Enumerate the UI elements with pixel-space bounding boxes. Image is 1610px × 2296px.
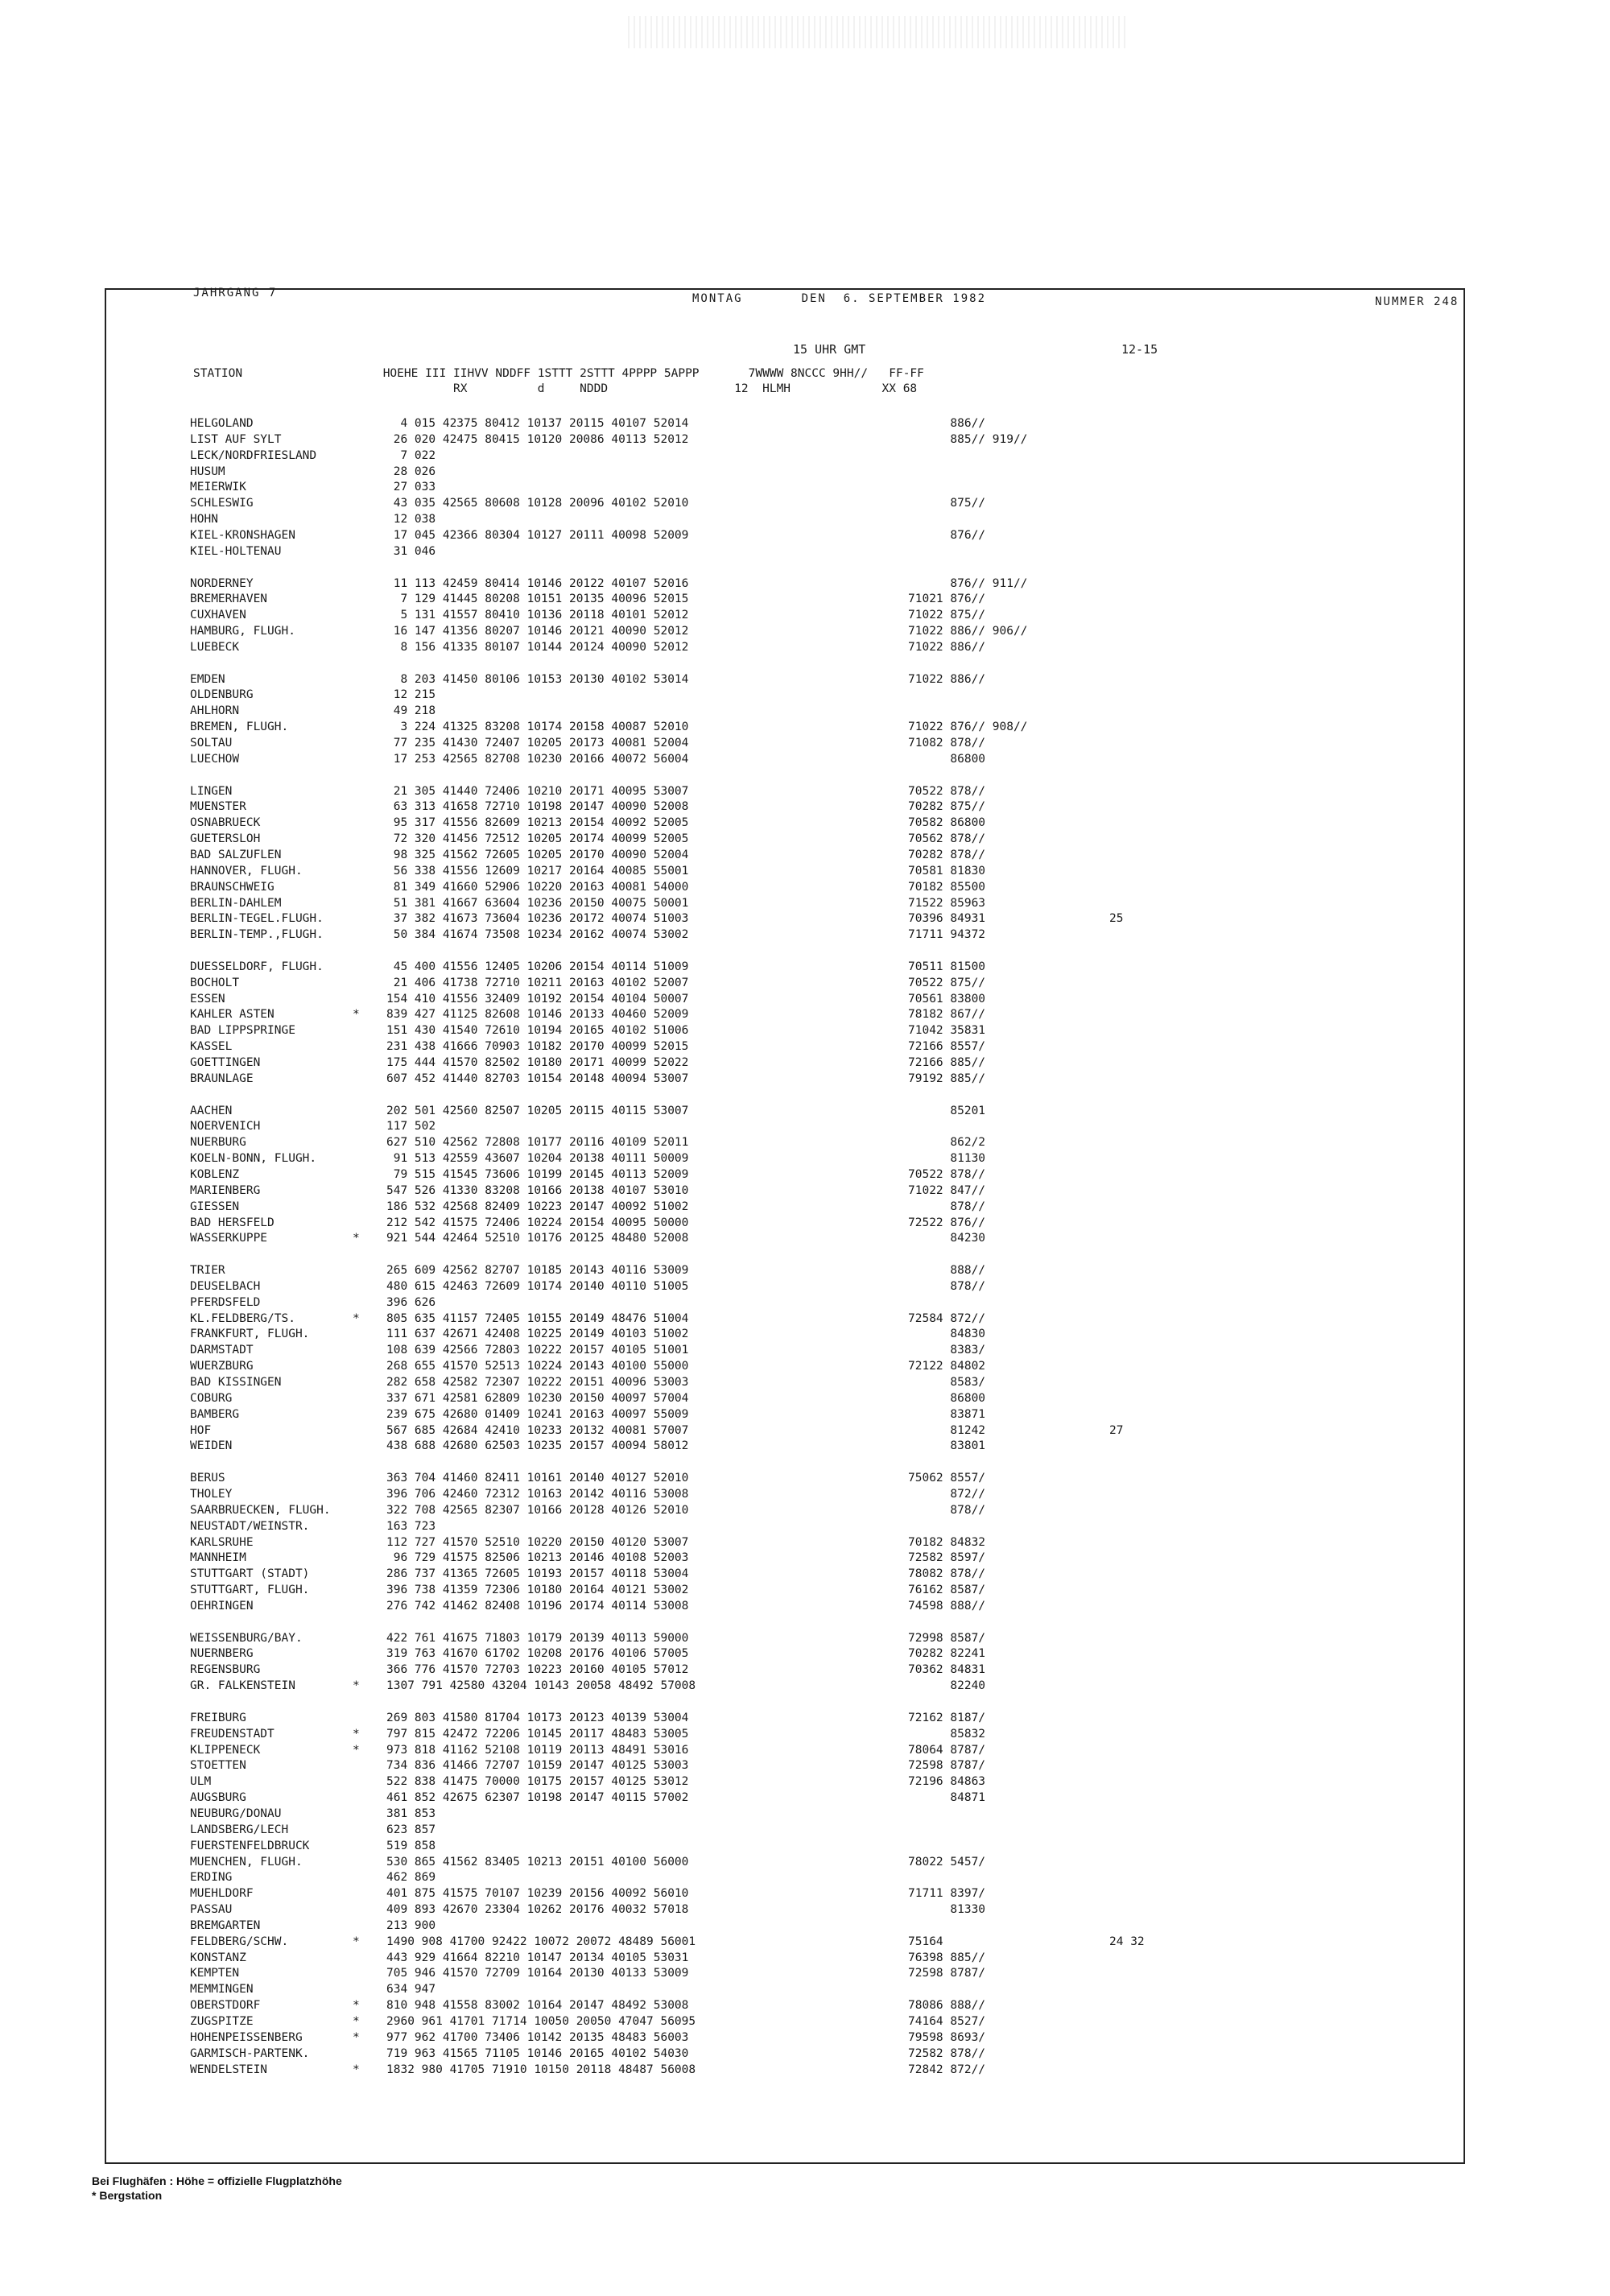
weather-cloud-groups: 74598 888// [908,1599,986,1613]
mountain-station-marker: * [353,1743,360,1757]
observation-groups: 265 609 42562 82707 10185 20143 40116 53009 [386,1264,689,1278]
station-name: BAD HERSFELD [190,1216,275,1229]
station-name: NUERNBERG [190,1647,254,1661]
station-name: KIEL-KRONSHAGEN [190,528,295,542]
station-name: GIESSEN [190,1200,240,1213]
observation-groups: 443 929 41664 82210 10147 20134 40105 53031 [386,1951,689,1964]
station-name: BAD KISSINGEN [190,1376,282,1389]
observation-groups: 268 655 41570 52513 10224 20143 40100 55000 [386,1360,689,1373]
observation-groups: 112 727 41570 52510 10220 20150 40120 53007 [386,1535,689,1549]
station-name: MUEHLDORF [190,1887,254,1901]
observation-groups: 163 723 [386,1519,436,1533]
mountain-station-marker: * [353,1935,360,1948]
weather-cloud-groups: 85201 [908,1104,986,1117]
date-label: MONTAG DEN 6. SEPTEMBER 1982 [692,292,987,305]
observation-groups: 396 738 41359 72306 10180 20164 40121 53002 [386,1584,689,1597]
station-name: LECK/NORDFRIESLAND [190,448,317,462]
station-name: FREUDENSTADT [190,1727,275,1741]
observation-groups: 438 688 42680 62503 10235 20157 40094 58012 [386,1439,689,1453]
station-name: OEHRINGEN [190,1599,254,1613]
station-name: BOCHOLT [190,976,240,989]
observation-groups: 8 156 41335 80107 10144 20124 40090 52012 [386,640,689,654]
weather-cloud-groups: 71711 94372 [908,928,986,942]
weather-cloud-groups: 78182 867// [908,1008,986,1022]
observation-groups: 202 501 42560 82507 10205 20115 40115 53007 [386,1104,689,1117]
weather-cloud-groups: 72522 876// [908,1216,986,1229]
observation-groups: 91 513 42559 43607 10204 20138 40111 50009 [386,1152,689,1166]
observation-groups: 98 325 41562 72605 10205 20170 40090 52004 [386,848,689,861]
station-name: NEUBURG/DONAU [190,1807,282,1820]
station-name: STUTTGART, FLUGH. [190,1584,310,1597]
station-name: MEIERWIK [190,481,246,494]
station-name: KEMPTEN [190,1967,240,1980]
weather-cloud-groups: 876// [908,528,986,542]
mountain-station-marker: * [353,1679,360,1693]
observation-groups: 186 532 42568 82409 10223 20147 40092 51002 [386,1200,689,1213]
station-name: STOETTEN [190,1759,246,1773]
observation-groups: 276 742 41462 82408 10196 20174 40114 53008 [386,1599,689,1613]
observation-groups: 11 113 42459 80414 10146 20122 40107 52016 [386,576,689,590]
weather-cloud-groups: 83801 [908,1439,986,1453]
weather-cloud-groups: 872// [908,1487,986,1501]
weather-cloud-groups: 71522 85963 [908,896,986,910]
weather-cloud-groups: 76162 8587/ [908,1584,986,1597]
station-name: SOLTAU [190,737,233,750]
mountain-station-marker: * [353,2063,360,2076]
station-name: KOBLENZ [190,1167,240,1181]
weather-cloud-groups: 70581 81830 [908,864,986,878]
observation-groups: 111 637 42671 42408 10225 20149 40103 51002 [386,1328,689,1341]
weather-cloud-groups: 72584 872// [908,1311,986,1325]
station-name: OLDENBURG [190,688,254,702]
weather-cloud-groups: 79598 8693/ [908,2030,986,2044]
station-name: ULM [190,1775,212,1789]
observation-groups: 977 962 41700 73406 10142 20135 48483 56003 [386,2030,689,2044]
weather-cloud-groups: 8583/ [908,1376,986,1389]
observation-groups: 2960 961 41701 71714 10050 20050 47047 56095 [386,2015,696,2028]
observation-groups: 634 947 [386,1983,436,1997]
weather-cloud-groups: 72582 8597/ [908,1551,986,1565]
station-name: HOHN [190,513,218,527]
station-name: BAD SALZUFLEN [190,848,282,861]
station-name: OBERSTDORF [190,1999,261,2013]
weather-cloud-groups: 876// 911// [908,576,1028,590]
station-name: ESSEN [190,992,225,1006]
weather-cloud-groups: 71022 876// 908// [908,721,1028,734]
weather-cloud-groups: 85832 [908,1727,986,1741]
station-name: MEMMINGEN [190,1983,254,1997]
observation-groups: 623 857 [386,1823,436,1836]
weather-cloud-groups: 885// 919// [908,432,1028,446]
weather-cloud-groups: 70282 875// [908,800,986,814]
weather-cloud-groups: 83871 [908,1407,986,1421]
weather-cloud-groups: 886// [908,417,986,430]
observation-groups: 705 946 41570 72709 10164 20130 40133 53009 [386,1967,689,1980]
station-name: FRANKFURT, FLUGH. [190,1328,310,1341]
weather-cloud-groups: 75164 [908,1935,943,1948]
station-name: KONSTANZ [190,1951,246,1964]
observation-groups: 805 635 41157 72405 10155 20149 48476 51004 [386,1311,689,1325]
observation-groups: 607 452 41440 82703 10154 20148 40094 53007 [386,1072,689,1085]
observation-groups: 396 626 [386,1295,436,1309]
station-name: BREMEN, FLUGH. [190,721,289,734]
station-name: ERDING [190,1871,233,1885]
observation-groups: 28 026 [386,465,436,478]
bulletin-frame [105,288,1465,2164]
weather-cloud-groups: 72842 872// [908,2063,986,2076]
station-name: BAMBERG [190,1407,240,1421]
weather-cloud-groups: 70561 83800 [908,992,986,1006]
observation-groups: 269 803 41580 81704 10173 20123 40139 53004 [386,1711,689,1724]
observation-groups: 4 015 42375 80412 10137 20115 40107 52014 [386,417,689,430]
weather-cloud-groups: 71022 886// 906// [908,625,1028,638]
station-name: KARLSRUHE [190,1535,254,1549]
station-name: GOETTINGEN [190,1056,261,1069]
weather-cloud-groups: 71711 8397/ [908,1887,986,1901]
weather-cloud-groups: 72166 885// [908,1056,986,1069]
observation-groups: 151 430 41540 72610 10194 20165 40102 51006 [386,1024,689,1038]
mountain-station-marker: * [353,1999,360,2013]
station-name: REGENSBURG [190,1663,261,1677]
observation-groups: 79 515 41545 73606 10199 20145 40113 52009 [386,1167,689,1181]
station-name: NORDERNEY [190,576,254,590]
observation-groups: 530 865 41562 83405 10213 20151 40100 56000 [386,1855,689,1869]
observation-groups: 31 046 [386,544,436,558]
weather-cloud-groups: 71022 875// [908,609,986,622]
observation-groups: 319 763 41670 61702 10208 20176 40106 57005 [386,1647,689,1661]
mountain-station-marker: * [353,2030,360,2044]
station-name: LINGEN [190,784,233,798]
observation-groups: 627 510 42562 72808 10177 20116 40109 52011 [386,1136,689,1150]
weather-cloud-groups: 8383/ [908,1344,986,1357]
mountain-station-marker: * [353,1311,360,1325]
footnote [92,2174,342,2203]
mountain-station-marker: * [353,1232,360,1245]
station-name: WEISSENBURG/BAY. [190,1631,303,1645]
weather-cloud-groups: 75062 8557/ [908,1472,986,1485]
observation-groups: 8 203 41450 80106 10153 20130 40102 53014 [386,672,689,686]
weather-cloud-groups: 86800 [908,752,986,766]
wind-extra-groups: 25 [1109,912,1124,926]
weather-cloud-groups: 78022 5457/ [908,1855,986,1869]
observation-groups: 213 900 [386,1918,436,1932]
observation-groups: 17 253 42565 82708 10230 20166 40072 56004 [386,752,689,766]
footnote-airports: Bei Flughäfen : Höhe = offizielle Flugplatzhöhe [92,2174,342,2187]
column-headers: STATION HOEHE III IIHVV NDDFF 1STTT 2STTT 4PPPP 5APPP 7WWWW 8NCCC 9HH// FF-FF RX d NDDD 12 HLMH XX 68 [193,367,924,395]
observation-groups: 56 338 41556 12609 10217 20164 40085 55001 [386,864,689,878]
observation-groups: 322 708 42565 82307 10166 20128 40126 52010 [386,1503,689,1517]
observation-groups: 63 313 41658 72710 10198 20147 40090 52008 [386,800,689,814]
observation-groups: 17 045 42366 80304 10127 20111 40098 52009 [386,528,689,542]
mountain-station-marker: * [353,1727,360,1741]
observation-groups: 231 438 41666 70903 10182 20170 40099 52015 [386,1040,689,1054]
station-name: LIST AUF SYLT [190,432,282,446]
weather-cloud-groups: 81130 [908,1152,986,1166]
observation-groups: 12 038 [386,513,436,527]
mountain-station-marker: * [353,1008,360,1022]
observation-groups: 462 869 [386,1871,436,1885]
weather-cloud-groups: 78082 878// [908,1567,986,1581]
observation-groups: 401 875 41575 70107 10239 20156 40092 56010 [386,1887,689,1901]
weather-cloud-groups: 72166 8557/ [908,1040,986,1054]
weather-cloud-groups: 70282 82241 [908,1647,986,1661]
volume-label: JAHRGANG 7 [193,287,278,299]
station-name: WUERZBURG [190,1360,254,1373]
weather-cloud-groups: 888// [908,1264,986,1278]
station-name: TRIER [190,1264,225,1278]
station-name: BERLIN-DAHLEM [190,896,282,910]
observation-groups: 1307 791 42580 43204 10143 20058 48492 57008 [386,1679,696,1693]
station-name: THOLEY [190,1487,233,1501]
observation-groups: 27 033 [386,481,436,494]
weather-cloud-groups: 72998 8587/ [908,1631,986,1645]
weather-cloud-groups: 70282 878// [908,848,986,861]
station-name: OSNABRUECK [190,816,261,830]
station-name: NEUSTADT/WEINSTR. [190,1519,310,1533]
station-name: EMDEN [190,672,225,686]
observation-groups: 286 737 41365 72605 10193 20157 40118 53004 [386,1567,689,1581]
station-name: HOHENPEISSENBERG [190,2030,303,2044]
weather-cloud-groups: 70182 84832 [908,1535,986,1549]
station-name: WENDELSTEIN [190,2063,268,2076]
station-name: LUECHOW [190,752,240,766]
observation-groups: 839 427 41125 82608 10146 20133 40460 52009 [386,1008,689,1022]
weather-cloud-groups: 70562 878// [908,832,986,846]
weather-cloud-groups: 70522 878// [908,1167,986,1181]
observation-groups: 719 963 41565 71105 10146 20165 40102 54030 [386,2046,689,2060]
weather-cloud-groups: 862/2 [908,1136,986,1150]
station-name: GARMISCH-PARTENK. [190,2046,310,2060]
observation-groups: 3 224 41325 83208 10174 20158 40087 52010 [386,721,689,734]
station-name: MANNHEIM [190,1551,246,1565]
observation-groups: 72 320 41456 72512 10205 20174 40099 52005 [386,832,689,846]
observation-groups: 117 502 [386,1120,436,1134]
station-name: PFERDSFELD [190,1295,261,1309]
wind-extra-groups: 24 32 [1109,1935,1145,1948]
station-name: NUERBURG [190,1136,246,1150]
observation-groups: 154 410 41556 32409 10192 20154 40104 50007 [386,992,689,1006]
observation-groups: 810 948 41558 83002 10164 20147 48492 53008 [386,1999,689,2013]
station-name: HOF [190,1423,212,1437]
weather-cloud-groups: 76398 885// [908,1951,986,1964]
observation-groups: 1832 980 41705 71910 10150 20118 48487 56008 [386,2063,696,2076]
observation-groups: 239 675 42680 01409 10241 20163 40097 55009 [386,1407,689,1421]
observation-groups: 21 406 41738 72710 10211 20163 40102 52007 [386,976,689,989]
weather-cloud-groups: 878// [908,1279,986,1293]
weather-cloud-groups: 72196 84863 [908,1775,986,1789]
observation-groups: 547 526 41330 83208 10166 20138 40107 53010 [386,1183,689,1197]
weather-cloud-groups: 81242 [908,1423,986,1437]
observation-groups: 422 761 41675 71803 10179 20139 40113 59000 [386,1631,689,1645]
observation-groups: 96 729 41575 82506 10213 20146 40108 52003 [386,1551,689,1565]
weather-cloud-groups: 878// [908,1503,986,1517]
observation-groups: 26 020 42475 80415 10120 20086 40113 52012 [386,432,689,446]
weather-cloud-groups: 72162 8187/ [908,1711,986,1724]
observation-groups: 567 685 42684 42410 10233 20132 40081 57007 [386,1423,689,1437]
weather-cloud-groups: 78064 8787/ [908,1743,986,1757]
weather-cloud-groups: 81330 [908,1903,986,1917]
observation-groups: 921 544 42464 52510 10176 20125 48480 52008 [386,1232,689,1245]
wind-extra-groups: 27 [1109,1423,1124,1437]
weather-cloud-groups: 71021 876// [908,593,986,606]
observation-groups: 337 671 42581 62809 10230 20150 40097 57004 [386,1391,689,1405]
observation-groups: 21 305 41440 72406 10210 20171 40095 53007 [386,784,689,798]
station-name: PASSAU [190,1903,233,1917]
observation-groups: 175 444 41570 82502 10180 20171 40099 52022 [386,1056,689,1069]
station-name: DEUSELBACH [190,1279,261,1293]
weather-cloud-groups: 72582 878// [908,2046,986,2060]
station-name: ZUGSPITZE [190,2015,254,2028]
station-name: BAD LIPPSPRINGE [190,1024,295,1038]
observation-groups: 50 384 41674 73508 10234 20162 40074 53002 [386,928,689,942]
observation-groups: 51 381 41667 63604 10236 20150 40075 50001 [386,896,689,910]
observation-groups: 734 836 41466 72707 10159 20147 40125 53003 [386,1759,689,1773]
station-name: COBURG [190,1391,233,1405]
station-name: LUEBECK [190,640,240,654]
station-name: BERLIN-TEGEL.FLUGH. [190,912,324,926]
weather-cloud-groups: 70396 84931 [908,912,986,926]
station-name: FELDBERG/SCHW. [190,1935,289,1948]
observation-groups: 381 853 [386,1807,436,1820]
observation-groups: 519 858 [386,1839,436,1852]
weather-cloud-groups: 84230 [908,1232,986,1245]
weather-cloud-groups: 79192 885// [908,1072,986,1085]
observation-groups: 363 704 41460 82411 10161 20140 40127 52010 [386,1472,689,1485]
scan-noise [628,16,1127,48]
station-name: DUESSELDORF, FLUGH. [190,960,324,973]
weather-cloud-groups: 70582 86800 [908,816,986,830]
station-name: GUETERSLOH [190,832,261,846]
station-name: HELGOLAND [190,417,254,430]
observation-groups: 797 815 42472 72206 10145 20117 48483 53005 [386,1727,689,1741]
footnote-mountain-station: * Bergstation [92,2189,163,2202]
weather-cloud-groups: 72598 8787/ [908,1967,986,1980]
issue-number: NUMMER 248 [1375,295,1459,308]
observation-groups: 212 542 41575 72406 10224 20154 40095 50000 [386,1216,689,1229]
station-name: KIEL-HOLTENAU [190,544,282,558]
station-name: STUTTGART (STADT) [190,1567,310,1581]
station-name: WEIDEN [190,1439,233,1453]
station-name: KASSEL [190,1040,233,1054]
station-name: HANNOVER, FLUGH. [190,864,303,878]
observation-groups: 409 893 42670 23304 10262 20176 40032 57018 [386,1903,689,1917]
weather-cloud-groups: 71082 878// [908,737,986,750]
observation-groups: 973 818 41162 52108 10119 20113 48491 53016 [386,1743,689,1757]
station-name: SCHLESWIG [190,497,254,510]
weather-cloud-groups: 78086 888// [908,1999,986,2013]
weather-cloud-groups: 878// [908,1200,986,1213]
station-name: BRAUNLAGE [190,1072,254,1085]
station-name: AUGSBURG [190,1791,246,1805]
station-name: LANDSBERG/LECH [190,1823,289,1836]
observation-groups: 16 147 41356 80207 10146 20121 40090 52012 [386,625,689,638]
station-name: MARIENBERG [190,1183,261,1197]
station-name: BERLIN-TEMP.,FLUGH. [190,928,324,942]
observation-groups: 12 215 [386,688,436,702]
mountain-station-marker: * [353,2015,360,2028]
station-name: MUENSTER [190,800,246,814]
station-name: KOELN-BONN, FLUGH. [190,1152,317,1166]
observation-groups: 49 218 [386,704,436,718]
station-name: DARMSTADT [190,1344,254,1357]
observation-groups: 108 639 42566 72803 10222 20157 40105 51001 [386,1344,689,1357]
weather-cloud-groups: 71022 886// [908,640,986,654]
weather-cloud-groups: 71022 847// [908,1183,986,1197]
weather-cloud-groups: 70522 878// [908,784,986,798]
observation-time: 15 UHR GMT [793,342,866,357]
observation-groups: 81 349 41660 52906 10220 20163 40081 54000 [386,880,689,894]
station-name: KAHLER ASTEN [190,1008,275,1022]
observation-groups: 396 706 42460 72312 10163 20142 40116 53008 [386,1487,689,1501]
observation-groups: 461 852 42675 62307 10198 20147 40115 57002 [386,1791,689,1805]
observation-groups: 5 131 41557 80410 10136 20118 40101 52012 [386,609,689,622]
observation-groups: 7 022 [386,448,436,462]
time-range: 12-15 [1121,342,1158,357]
station-name: SAARBRUECKEN, FLUGH. [190,1503,331,1517]
station-name: AACHEN [190,1104,233,1117]
station-name: FUERSTENFELDBRUCK [190,1839,310,1852]
station-name: NOERVENICH [190,1120,261,1134]
observation-groups: 1490 908 41700 92422 10072 20072 48489 56001 [386,1935,696,1948]
station-name: BREMERHAVEN [190,593,268,606]
weather-cloud-groups: 84871 [908,1791,986,1805]
observation-groups: 480 615 42463 72609 10174 20140 40110 51005 [386,1279,689,1293]
station-name: AHLHORN [190,704,240,718]
station-name: HUSUM [190,465,225,478]
station-name: BREMGARTEN [190,1918,261,1932]
observation-groups: 43 035 42565 80608 10128 20096 40102 52010 [386,497,689,510]
weather-cloud-groups: 72122 84802 [908,1360,986,1373]
observation-groups: 37 382 41673 73604 10236 20172 40074 51003 [386,912,689,926]
weather-cloud-groups: 84830 [908,1328,986,1341]
observation-groups: 522 838 41475 70000 10175 20157 40125 53012 [386,1775,689,1789]
observation-groups: 366 776 41570 72703 10223 20160 40105 57012 [386,1663,689,1677]
station-name: HAMBURG, FLUGH. [190,625,295,638]
station-name: FREIBURG [190,1711,246,1724]
weather-cloud-groups: 70511 81500 [908,960,986,973]
weather-cloud-groups: 72598 8787/ [908,1759,986,1773]
weather-cloud-groups: 70522 875// [908,976,986,989]
station-name: BRAUNSCHWEIG [190,880,275,894]
station-name: KLIPPENECK [190,1743,261,1757]
weather-cloud-groups: 86800 [908,1391,986,1405]
station-name: GR. FALKENSTEIN [190,1679,295,1693]
observation-groups: 282 658 42582 72307 10222 20151 40096 53003 [386,1376,689,1389]
station-name: WASSERKUPPE [190,1232,268,1245]
station-name: BERUS [190,1472,225,1485]
weather-cloud-groups: 70362 84831 [908,1663,986,1677]
weather-cloud-groups: 70182 85500 [908,880,986,894]
observation-groups: 95 317 41556 82609 10213 20154 40092 52005 [386,816,689,830]
weather-cloud-groups: 82240 [908,1679,986,1693]
station-name: KL.FELDBERG/TS. [190,1311,295,1325]
observation-groups: 77 235 41430 72407 10205 20173 40081 52004 [386,737,689,750]
weather-cloud-groups: 71042 35831 [908,1024,986,1038]
weather-cloud-groups: 875// [908,497,986,510]
station-name: CUXHAVEN [190,609,246,622]
weather-cloud-groups: 71022 886// [908,672,986,686]
weather-cloud-groups: 74164 8527/ [908,2015,986,2028]
station-name: MUENCHEN, FLUGH. [190,1855,303,1869]
observation-groups: 7 129 41445 80208 10151 20135 40096 52015 [386,593,689,606]
observation-groups: 45 400 41556 12405 10206 20154 40114 51009 [386,960,689,973]
